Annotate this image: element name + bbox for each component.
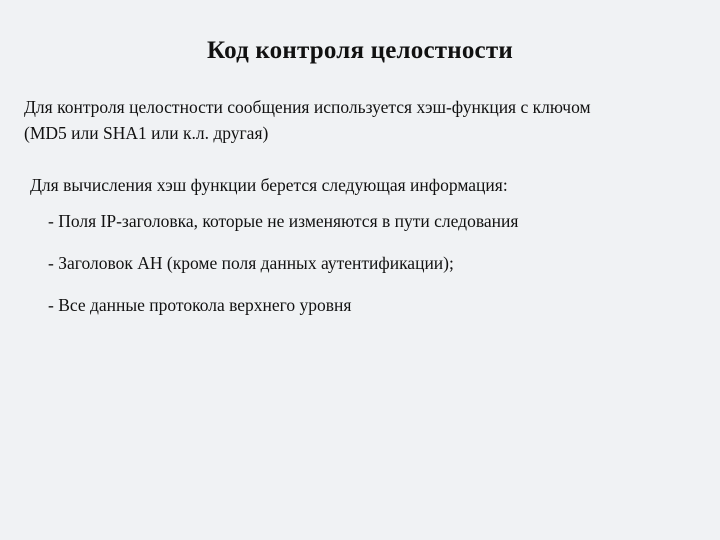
list-item: - Поля IP-заголовка, которые не изменяются в пути следования <box>48 211 519 231</box>
intro-paragraph <box>24 94 704 146</box>
list-item: - Заголовок AH (кроме поля данных аутентификации); <box>48 253 454 273</box>
intro-line-2: (MD5 или SHA1 или к.л. другая) <box>24 123 269 143</box>
slide-title: Код контроля целостности <box>207 37 513 64</box>
info-heading: Для вычисления хэш функции берется следующая информация: <box>30 175 508 195</box>
list-item: - Все данные протокола верхнего уровня <box>48 295 352 315</box>
intro-line-1: Для контроля целостности сообщения используется хэш-функция с ключом <box>24 97 591 117</box>
